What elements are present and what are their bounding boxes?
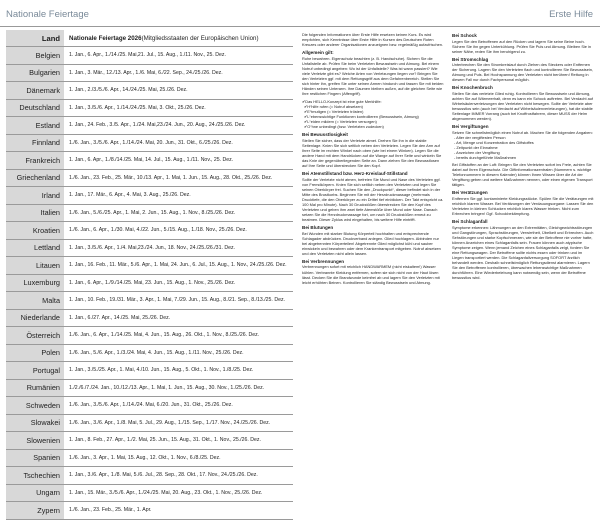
hello-item: ✔ O“hne unbedingt (bzw. Verletzten zudecken)	[302, 124, 445, 129]
holiday-dates: 1./6. Jan., 23. Feb., 25. Mär., 1. Apr.	[69, 507, 152, 514]
holiday-dates: 1./6. Jan., 3. Apr., 1. Mai, 15. Aug., 12. Okt., 1. Nov., 6./8./25. Dez.	[69, 454, 221, 461]
section-heading: Bei Vergiftungen	[452, 124, 489, 130]
holiday-row	[6, 310, 293, 328]
holiday-dates: 1. Jan., 6. Apr., 1./9./14./25. Mai, 23. Jun., 15. Aug., 1. Nov., 25./26. Dez.	[69, 279, 236, 286]
section-heading: Bei Blutungen	[302, 225, 334, 231]
holiday-dates: 1. Jan., 2./3./5./6. Apr., 14./24./25. Mai, 25./26. Dez.	[69, 87, 188, 94]
holiday-row	[6, 485, 293, 503]
country-name: Spanien	[6, 450, 65, 467]
section-text: Setzen Sie schnellstmöglich einen Notruf ab. Machen Sie die folgenden Angaben:	[452, 129, 593, 135]
holiday-dates: 1./6. Jan., 6. Apr., 1./30. Mai, 4./22. Jun., 5./15. Aug., 1./18. Nov., 25./26. Dez.	[69, 227, 247, 234]
intro-text: Die folgenden Informationen über Erste Hilfe ersetzen keinen Kurs. Es wird empfohlen, sich Kenntnisse über Erste Hilfe in Kursen des Deutschen Roten Kreuzes oder anderer Organisationen anzueignen bzw. regelmäßig aufzufrischen.	[302, 32, 444, 48]
holiday-table	[6, 30, 293, 520]
hello-item: ✔ H“hilfe rufen (= Notruf absetzen)	[302, 104, 445, 109]
header-days-subtitle: (Mitgliedsstaaten der Europäischen Union)	[141, 34, 259, 42]
holiday-row	[6, 222, 293, 240]
holiday-row	[6, 450, 293, 468]
holiday-row	[6, 257, 293, 275]
holiday-row	[6, 170, 293, 188]
first-aid-column-2	[452, 32, 594, 283]
list-item: - Alter der vergiftesten Person	[452, 135, 594, 140]
country-name: Estland	[6, 117, 65, 134]
holiday-dates: 1. Jan., 3./5./6. Apr., 1./4. Mai,23./24. Jun., 18. Nov., 24./25./26./31. Dez.	[69, 244, 236, 251]
holiday-dates: 1./6. Jan., 23. Feb., 25. Mär., 10./13. Apr., 1. Mai, 1. Jun., 15. Aug., 28. Okt., 25./26. Dez.	[69, 174, 273, 181]
country-name: Polen	[6, 345, 65, 362]
holiday-row	[6, 397, 293, 415]
country-name: Lettland	[6, 240, 65, 257]
hello-item: ✔ L“eiden mildern (= Verletzten versorgen)	[302, 119, 445, 124]
holiday-dates: 1. Jan., 24. Feb., 3./5. Apr., 1./24. Mai,23./24. Jun., 20. Aug., 24./25./26. Dez.	[69, 122, 246, 129]
section-text: Entfernen Sie ggf. kontaminierte Kleidungsstücke. Spülen Sie die Verätzungen mit reichlich klarem Wasser. Bei Verätzungen der Verdauungsorgane: Lassen Sie den Verletzten in kleinen Schlucken reichlich klares Wasser trinken. Nicht zum Erbrechen bringen! Ggf. Schockbekämpfung.	[452, 195, 594, 216]
section-heading: Bei Stromschlag	[452, 56, 489, 62]
country-name: Litauen	[6, 257, 65, 274]
country-name: Ungarn	[6, 485, 65, 502]
holiday-dates: 1./6. Jan., 5./6. Apr., 1./3./24. Mai, 4. Jun., 15. Aug., 1./11. Nov., 25./26. Dez.	[69, 349, 244, 356]
holiday-row	[6, 415, 293, 433]
section-heading: Bei Knochenbruch	[452, 85, 493, 91]
holiday-row	[6, 152, 293, 170]
country-name: Slowakei	[6, 415, 65, 432]
holiday-row	[6, 502, 293, 520]
country-name: Griechenland	[6, 170, 65, 187]
hello-item: ✔ E“tmutigen (= Verletzten trösten)	[302, 109, 445, 114]
list-item: - Anzeichen der Vergiftung	[452, 150, 594, 155]
hello-intro: ✔ Das HELLO-Konzept ist eine gute Merkhilfe:	[302, 99, 445, 104]
header-days	[65, 30, 293, 46]
section-text: Legen Sie den Betroffenen auf den Rücken und lagern Sie seine Beine hoch. Sichern Sie ihn gegen Unterkühlung. Prüfen Sie Puls und Atmung. Bleiben Sie in seiner Nähe, reden Sie ihm beruhigend zu.	[452, 38, 592, 54]
section-heading: Allgemein gilt:	[302, 50, 334, 56]
holiday-dates: 1. Jan., 6./27. Apr., 14./25. Mai, 25./26. Dez.	[69, 314, 171, 321]
section-text: Ruhe bewahren. Eigenschutz beachten (z. B. Handschuhe). Sichern Sie die Unfallstelle ab. Prüfen Sie beim Verletzten Bewusstsein und Atmung. Bei einem Notruf unbedingt angeben: Wo ist der Unfallstelle? Was ist wann passiert? Wie viele Verletzte gibt es? Welche Arten von Verletzungen liegen vor? Bringen Sie den Verletzten ggf. mit dem Rettungsgriff aus dem Gefahrenbereich. Stellen Sie sich hinter ihn, greifen Sie unter seinen Armen hindurch und fassen Sie mit beiden Händen seinen Unterarm. Ihre Daumen bleiben außen, auf die gleichen Seite wie Ihre restlichen Fingern (Affengriff).	[302, 55, 444, 97]
country-name: Frankreich	[6, 152, 65, 169]
holiday-dates: 1./6. Jan., 5./6./25. Apr., 1. Mai, 2. Jun., 15. Aug., 1. Nov., 8./25./26. Dez.	[69, 209, 236, 216]
header-divider	[0, 26, 600, 27]
country-name: Slowenien	[6, 432, 65, 449]
country-name: Kroatien	[6, 222, 65, 239]
holiday-dates: 1. Jan., 6. Apr., 1./14./25. Mai,21. Jul., 15. Aug., 1./11. Nov., 25. Dez.	[69, 52, 226, 59]
country-name: Rumänien	[6, 380, 65, 397]
holiday-dates: 1./6. Jan., 6. Apr., 1./14./25. Mai, 4. Jun., 15. Aug., 26. Okt., 1. Nov., 8./25./26. Dez.	[69, 332, 260, 339]
country-name: Luxemburg	[6, 275, 65, 292]
holiday-dates: 1./6. Jan., 3./5./6. Apr., 1./14./24. Mai, 20. Jun., 31. Okt., 6./25./26. Dez.	[69, 139, 233, 146]
section-text: Verbrennungen sofort mit reichlich HANDWARMEM (nicht eiskaltem!) Wasser kühlen. Verbrannte Kleidung entfernen, sofern sie sich nicht von der Haut lösen lässt. Decken Sie die Brandwunde keimfrei ab und lagern Sie den Verletzten mit leicht erhöhten Beinen. Kontrollieren Sie ständig Bewusstsein und Atmung.	[302, 264, 440, 285]
holiday-row	[6, 240, 293, 258]
holiday-table-header	[6, 30, 293, 47]
country-name: Irland	[6, 187, 65, 204]
country-name: Italien	[6, 205, 65, 222]
country-name: Österreich	[6, 327, 65, 344]
section-text: Symptome erkennen: Lähmungen an den Extremitäten, Gleichgewichtsstörungen und Gangstörungen, Sprachstörungen, Verwirrtheit, Übelkeit und Erbrechen. Auch Sehstörungen und starke Kopfschmerzen, wie sie der Betroffene nie vorher hatte, können Anzeichen eines Schlaganfalls sein. Frauen können auch atypische Symptome zeigen. Wenn jemand Zeichen eines Schlaganfalls zeigt, fordern Sie eine Rettungswagen. Der Betroffene sollte nichts essen oder trinken und im Liegen transportiert werden. Die Schlaganfallversorgung SOFORT ärztlich behandelt werden. Deshalb schnellstmöglich Rettungsdienst alarmieren. Lagern Sie den Betroffenen kontrollieren, überwachen lebenswichtige Maßnahmen durchführen. Eine Wiederbelebung kann notwendig sein, wenn der Betroffene bewusstlos wird.	[452, 224, 594, 281]
holiday-dates: 1./2./6./7./24. Jan., 10./12./13. Apr., 1. Mai, 1. Jun., 15. Aug., 30. Nov., 1./25./26. Dez.	[69, 384, 265, 391]
holiday-row	[6, 47, 293, 65]
section-heading: Bei Atemstillstand bzw. Herz-Kreislauf-Stillstand	[302, 171, 408, 177]
section-text: Bei Giftstoffen an der Luft: Bringen Sie den Verletzten sofort ins Freie, achten Sie dabei auf Ihren Eigenschutz. Die Giftinformationszentralen (Nummern s. wichtige Telefonnummern in diesem Kalender) können Ihnen Wissen über die Art der Vergiftung geben und weitere Maßnahmen nennen, oder einen eigenen Transport tätigen.	[452, 162, 593, 188]
section-text: Sollte der Verletzte nicht atmen, befreien Sie Mund und Nase des Verletzten ggf. von Fremdkörpern. Knien Sie sich seitlich neben den Verletzten und legen Sie seinen Oberkörper frei. Suchen Sie den „Druckpunkt“, dieser befindet sich in der Mitte des Brustkorbs. Beginnen Sie mit der Herzdruckmassage (mehrmals Drucktiefe, die den Oberkörper zu ein Drittel tief einblicken. Der Takt entspricht ca. 100 Mal pro Minute). Nach 30 Druckstößen überstrecken Sie den Kopf des Verletzten und geben ihm zwei tiefe Atemstöße über Mund oder Nase. Danach setzen Sie die Herzdruckmassage fort, um nach 30 Druckstößen erneut zu beatmen. Dieser Zyklus wird eingehalten, bis weitere Hilfe eintrifft.	[302, 176, 444, 223]
country-name: Malta	[6, 292, 65, 309]
country-name: Portugal	[6, 362, 65, 379]
section-heading: Bei Schock	[452, 33, 477, 38]
country-name: Finnland	[6, 135, 65, 152]
list-item: - bereits durchgeführte Maßnahmen	[452, 155, 594, 160]
first-aid-column-1	[302, 32, 445, 288]
holiday-row	[6, 275, 293, 293]
section-text: Unterbrechen Sie den Stromkreislauf durch Ziehen des Steckers oder Entfernen der Sicherung. Lagern Sie den Verletzten flach und kontrollieren Sie Bewusstsein, Atmung und Puls. Bei Hochspannung den Verletzten nicht berühren! Rettung in diesem Fall nur durch Fachpersonal möglich.	[452, 62, 594, 83]
holiday-row	[6, 292, 293, 310]
holiday-row	[6, 432, 293, 450]
holiday-dates: 1. Jan., 3. Mär., 12./13. Apr., 1./6. Mai, 6./22. Sep., 24./25./26. Dez.	[69, 69, 223, 76]
holiday-dates: 1. Jan., 3./5./25. Apr., 1. Mai, 4./10. Jun., 15. Aug., 5. Okt., 1. Nov., 1./8./25. Dez.	[69, 367, 254, 374]
holiday-row	[6, 327, 293, 345]
holiday-dates: 1. Jan., 6. Apr., 1./8./14./25. Mai, 14. Jul., 15. Aug., 1./11. Nov., 25. Dez.	[69, 157, 234, 164]
list-item: - Zeitpunkt der Einnahme	[452, 145, 594, 150]
section-heading: Bei Bewusstlosigkeit	[302, 132, 348, 138]
country-name: Tschechien	[6, 467, 65, 484]
section-title-left: Nationale Feiertage	[6, 9, 89, 20]
holiday-row	[6, 467, 293, 485]
header-days-title: Nationale Feiertage 2026	[69, 34, 142, 42]
holiday-row	[6, 205, 293, 223]
country-name: Dänemark	[6, 82, 65, 99]
section-text: Stellen Sie sicher, dass der Verletzte atmet. Drehen Sie ihn in die stabile Seitenlage. Knien Sie sich seitlich neben den Verletzten. Legen Sie den Arm auf Ihrer Seite im rechten Winkel nach oben (wie bei einem Winken). Legen Sie die andere Hand mit dem Handrücken auf die Wange auf Ihrer Seite und winkeln Sie das Knie der gegenüberliegenden Seite an. Dann ziehen Sie den Bewusstlosen auf Ihre Seite und überstrecken Sie den Kopf.	[302, 137, 442, 169]
country-name: Deutschland	[6, 100, 65, 117]
country-name: Zypern	[6, 502, 65, 519]
holiday-row	[6, 117, 293, 135]
holiday-dates: 1./6. Jan., 3./6. Apr., 1./8. Mai, 5. Jul., 29. Aug., 1./15. Sep., 1./17. Nov., 24./25./26. Dez.	[69, 419, 271, 426]
country-name: Belgien	[6, 47, 65, 64]
holiday-dates: 1. Jan., 16. Feb., 11. Mär., 5./6. Apr., 1. Mai, 24. Jun., 6. Jul., 15. Aug., 1. Nov., 24./25./26. Dez.	[69, 262, 287, 269]
country-name: Niederlande	[6, 310, 65, 327]
holiday-row	[6, 82, 293, 100]
holiday-dates: 1. Jan., 10. Feb., 19./31. Mär., 3. Apr., 1. Mai, 7./29. Jun., 15. Aug., 8./21. Sep., 8./13./25. Dez.	[69, 297, 285, 304]
holiday-row	[6, 345, 293, 363]
header-land: Land	[6, 30, 65, 46]
section-text: Bei Wunden mit starker Blutung Körperteil hochhalten und entsprechende Schlagader abdrücken. Druckverband anlegen. Glied hochlagern. Abbinden nur bei abgetrennten Körperteilen! Abgetrennte Glied möglichst kühl und sauber einwickeln und bewahren oder dem Krankentransport mitgeben. Notruf absetzen und den Verletzten nicht allein lassen.	[302, 230, 441, 256]
section-heading: Bei Schlaganfall	[452, 219, 488, 225]
holiday-row	[6, 100, 293, 118]
holiday-row	[6, 135, 293, 153]
holiday-row	[6, 380, 293, 398]
holiday-dates: 1./6. Jan., 3./5./6. Apr., 1./14./24. Mai, 6./20. Jun., 31. Okt., 25./26. Dez.	[69, 402, 233, 409]
holiday-dates: 1. Jan., 8. Feb., 27. Apr., 1./2. Mai, 25. Jun., 15. Aug., 31. Okt., 1. Nov., 25./26. Dez.	[69, 437, 261, 444]
holiday-row	[6, 187, 293, 205]
list-item: - Art, Menge und Konzentration des Giftstoffes	[452, 140, 594, 145]
holiday-row	[6, 362, 293, 380]
holiday-dates: 1. Jan., 3./5./6. Apr., 1./14./24./25. Mai, 3. Okt., 25./26. Dez.	[69, 104, 206, 111]
section-heading: Bei Verbrennungen	[302, 258, 345, 264]
country-name: Bulgarien	[6, 65, 65, 82]
holiday-row	[6, 65, 293, 83]
holiday-dates: 1. Jan., 15. Mär., 3./5./6. Apr., 1./24./25. Mai, 20. Aug., 23. Okt., 1. Nov., 25./26. Dez.	[69, 489, 263, 496]
section-text: Stellen Sie das verletzte Glied ruhig. Kontrollieren Sie Bewusstsein und Atmung, achten Sie auf Wärmeerhalt, denn es kann ein Schock auftreten. Bei Verdacht auf Wirbelsäulenverletzungen den Verletzten nicht bewegen. Sollte der Verletzte aber bewusstlos sein (auch bei Verdacht auf Wirbelsäulenverletzungen), hat die stabile Seitenlage IMMER Vorrang (auch bei Knoffrostfahrern, dieser MUSS der Helm abgenommen werden).	[452, 90, 594, 122]
holiday-dates: 1. Jan., 3./6. Apr., 1./8. Mai, 5./6. Jul., 28. Sep., 28. Okt., 17. Nov., 24./25./26. Dez.	[69, 472, 258, 479]
holiday-dates: 1. Jan., 17. Mär., 6. Apr., 4. Mai, 3. Aug., 25./26. Dez.	[69, 192, 191, 199]
country-name: Schweden	[6, 397, 65, 414]
section-heading: Bei Verätzungen	[452, 190, 488, 196]
hello-item: ✔ L“ebenswichtige Funktionen kontrollieren (Bewusstsein, Atmung)	[302, 114, 445, 119]
section-title-right: Erste Hilfe	[549, 9, 593, 20]
